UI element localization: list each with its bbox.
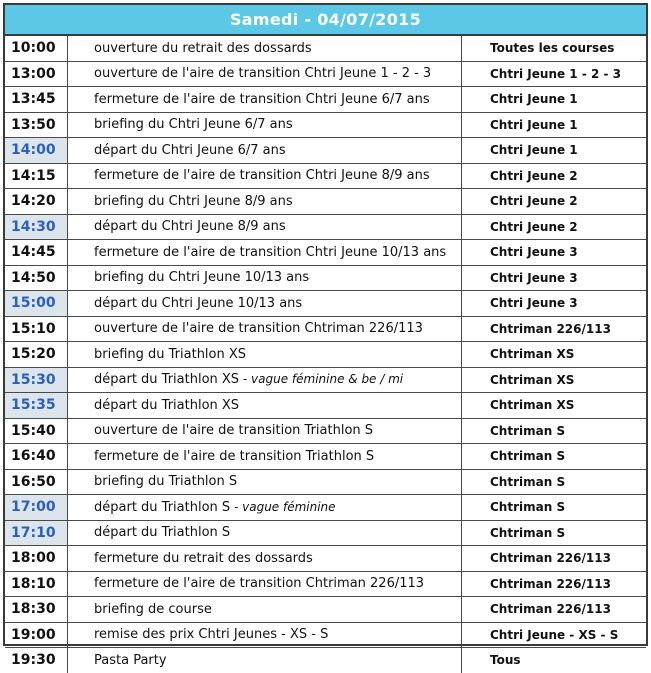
table-row (5, 189, 646, 215)
event-cell (68, 240, 462, 266)
table-row (5, 444, 646, 470)
event-text: ouverture de l'aire de transition Chtriman 226/113 (94, 321, 423, 337)
table-row (5, 597, 646, 623)
event-note: - vague féminine & be / mi (239, 372, 404, 387)
table-row (5, 240, 646, 266)
time-cell: 14:15 (5, 163, 68, 189)
table-row (5, 342, 646, 368)
race-cell: Chtri Jeune 3 (462, 291, 647, 317)
table-row (5, 495, 646, 521)
event-text: fermeture de l'aire de transition Chtriman 226/113 (94, 576, 425, 592)
race-cell: Chtri Jeune 1 (462, 138, 647, 164)
time-cell: 13:00 (5, 61, 68, 87)
event-cell (68, 265, 462, 291)
event-cell (68, 367, 462, 393)
time-cell: 15:30 (5, 367, 68, 393)
event-text: briefing de course (94, 601, 212, 617)
time-cell: 14:50 (5, 265, 68, 291)
event-cell (68, 495, 462, 521)
race-cell: Chtriman S (462, 418, 647, 444)
event-text: départ du Triathlon S (94, 499, 231, 515)
page-title: Samedi - 04/07/2015 (5, 5, 646, 36)
event-text: ouverture de l'aire de transition Triathlon S (94, 423, 374, 439)
table-row (5, 87, 646, 113)
event-text: fermeture de l'aire de transition Triathlon S (94, 448, 375, 464)
table-row (5, 61, 646, 87)
event-text: briefing du Chtri Jeune 8/9 ans (94, 193, 293, 209)
table-row (5, 163, 646, 189)
race-cell: Chtriman S (462, 444, 647, 470)
table-row (5, 418, 646, 444)
event-cell (68, 342, 462, 368)
event-cell (68, 112, 462, 138)
event-cell (68, 546, 462, 572)
table-row (5, 571, 646, 597)
event-cell (68, 622, 462, 648)
event-text: briefing du Triathlon XS (94, 346, 247, 362)
time-cell: 14:00 (5, 138, 68, 164)
event-note: - vague féminine (230, 499, 336, 514)
time-cell: 14:45 (5, 240, 68, 266)
event-text: fermeture de l'aire de transition Chtri Jeune 8/9 ans (94, 168, 430, 184)
event-cell (68, 138, 462, 164)
event-cell (68, 393, 462, 419)
event-text: fermeture de l'aire de transition Chtri Jeune 6/7 ans (94, 91, 430, 107)
event-cell (68, 316, 462, 342)
race-cell: Chtri Jeune 2 (462, 163, 647, 189)
time-cell: 16:40 (5, 444, 68, 470)
race-cell: Chtri Jeune 2 (462, 214, 647, 240)
table-row (5, 648, 646, 673)
event-cell (68, 469, 462, 495)
event-cell (68, 291, 462, 317)
time-cell: 18:10 (5, 571, 68, 597)
time-cell: 15:20 (5, 342, 68, 368)
event-cell (68, 418, 462, 444)
event-cell (68, 571, 462, 597)
table-row (5, 546, 646, 572)
race-cell: Chtriman 226/113 (462, 546, 647, 572)
race-cell: Chtriman S (462, 520, 647, 546)
time-cell: 18:30 (5, 597, 68, 623)
time-cell: 15:40 (5, 418, 68, 444)
event-cell (68, 163, 462, 189)
table-row (5, 112, 646, 138)
table-row (5, 214, 646, 240)
event-cell (68, 597, 462, 623)
table-row (5, 622, 646, 648)
table-row (5, 469, 646, 495)
race-cell: Chtri Jeune 3 (462, 265, 647, 291)
table-row (5, 316, 646, 342)
table-row (5, 265, 646, 291)
event-text: départ du Chtri Jeune 10/13 ans (94, 295, 303, 311)
event-text: départ du Triathlon XS (94, 397, 240, 413)
event-text: briefing du Chtri Jeune 6/7 ans (94, 117, 293, 133)
race-cell: Chtri Jeune 1 (462, 112, 647, 138)
table-row (5, 138, 646, 164)
race-cell: Tous (490, 653, 521, 668)
race-cell: Chtriman XS (462, 342, 647, 368)
event-text: départ du Triathlon S (94, 525, 231, 541)
time-cell: 19:00 (5, 622, 68, 648)
time-cell: 18:00 (5, 546, 68, 572)
race-cell: Chtri Jeune 1 (462, 87, 647, 113)
time-cell: 15:10 (5, 316, 68, 342)
event-cell (68, 61, 462, 87)
time-cell: 10:00 (5, 36, 68, 61)
schedule-table (3, 3, 648, 669)
time-cell: 13:50 (5, 112, 68, 138)
race-cell: Chtriman S (462, 469, 647, 495)
race-cell: Chtri Jeune - XS - S (462, 622, 647, 648)
table-row (5, 520, 646, 546)
race-cell: Chtriman 226/113 (462, 597, 647, 623)
time-cell: 17:10 (5, 520, 68, 546)
event-text: fermeture de l'aire de transition Chtri Jeune 10/13 ans (94, 244, 447, 260)
race-cell: Chtriman S (462, 495, 647, 521)
table-row (5, 393, 646, 419)
time-cell: 17:00 (5, 495, 68, 521)
event-cell (68, 520, 462, 546)
event-text: Pasta Party (94, 652, 167, 668)
event-text: départ du Chtri Jeune 8/9 ans (94, 219, 286, 235)
race-cell: Chtri Jeune 3 (462, 240, 647, 266)
event-text: départ du Chtri Jeune 6/7 ans (94, 142, 286, 158)
race-cell: Chtriman 226/113 (462, 316, 647, 342)
time-cell: 19:30 (5, 648, 68, 673)
event-text: briefing du Chtri Jeune 10/13 ans (94, 270, 310, 286)
race-cell: Chtriman XS (462, 393, 647, 419)
table-row (5, 367, 646, 393)
table-row (5, 291, 646, 317)
time-cell: 13:45 (5, 87, 68, 113)
schedule-grid (5, 36, 646, 673)
event-cell (68, 648, 462, 673)
event-cell (68, 444, 462, 470)
event-cell (68, 189, 462, 215)
table-row (5, 36, 646, 61)
time-cell: 15:35 (5, 393, 68, 419)
race-cell: Chtriman XS (462, 367, 647, 393)
race-cell: Chtri Jeune 2 (462, 189, 647, 215)
time-cell: 14:30 (5, 214, 68, 240)
event-text: départ du Triathlon XS (94, 372, 240, 388)
time-cell: 15:00 (5, 291, 68, 317)
event-cell (68, 87, 462, 113)
event-text: fermeture du retrait des dossards (94, 550, 313, 566)
event-cell (68, 214, 462, 240)
time-cell: 16:50 (5, 469, 68, 495)
race-cell: Chtri Jeune 1 - 2 - 3 (462, 61, 647, 87)
event-cell (68, 36, 462, 61)
event-text: briefing du Triathlon S (94, 474, 238, 490)
time-cell: 14:20 (5, 189, 68, 215)
event-text: ouverture de l'aire de transition Chtri Jeune 1 - 2 - 3 (94, 66, 432, 82)
event-text: remise des prix Chtri Jeunes - XS - S (94, 627, 329, 643)
race-cell: Toutes les courses (462, 36, 647, 61)
event-text: ouverture du retrait des dossards (94, 40, 312, 56)
race-cell: Chtriman 226/113 (462, 571, 647, 597)
